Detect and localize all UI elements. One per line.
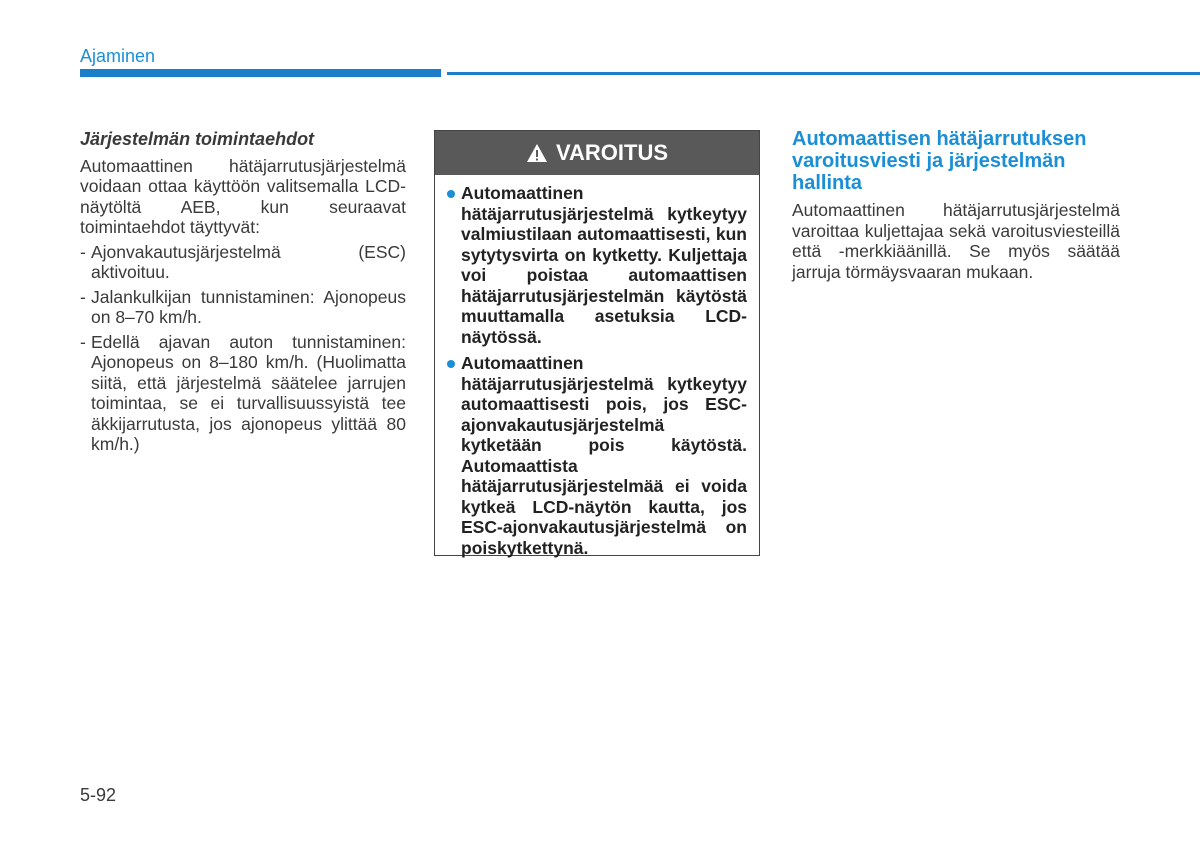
page-number: 5-92 <box>80 785 117 805</box>
header-rule-thin <box>447 72 1200 75</box>
list-item: - Jalankulkijan tunnistaminen: Ajonopeus on 8–70 km/h. <box>80 286 406 327</box>
warning-header <box>435 131 759 175</box>
dash-marker: - <box>80 241 86 262</box>
conditions-list <box>80 242 406 455</box>
warning-title: VAROITUS <box>555 140 669 165</box>
dash-marker: - <box>80 331 86 352</box>
section-heading: Automaattisen hätäjarrutuksen varoitusviesti ja järjestelmän hallinta <box>792 128 1087 194</box>
warning-body <box>435 175 759 558</box>
subheading: Järjestelmän toimintaehdot <box>80 129 315 149</box>
warning-item: Automaattinen hätäjarrutusjärjestelmä kytkeytyy valmiustilaan automaattisesti, kun sytytysvirta on kytketty. Kuljettaja voi poistaa automaattisen hätäjarrutusjärjestelmän käytöstä muuttamalla asetuksia LCD-näytössä. <box>447 183 747 347</box>
body-paragraph: Automaattinen hätäjarrutusjärjestelmä varoittaa kuljettajaa sekä varoitusviesteillä että -merkkiäänillä. Se myös säätää jarruja törmäysvaaran mukaan. <box>792 200 1120 282</box>
list-item: - Ajonvakautusjärjestelmä (ESC) aktivoituu. <box>80 241 406 282</box>
warning-triangle-icon <box>526 143 548 163</box>
warning-box <box>434 130 760 556</box>
section-title: Ajaminen <box>80 46 156 66</box>
dash-marker: - <box>80 286 86 307</box>
bullet-icon <box>447 190 455 198</box>
bullet-icon <box>447 360 455 368</box>
intro-paragraph: Automaattinen hätäjarrutusjärjestelmä voidaan ottaa käyttöön valitsemalla LCD-näytöltä AEB, kun seuraavat toimintaehdot täyttyvät: <box>80 155 406 237</box>
right-column <box>792 128 1120 282</box>
header-rule-thick <box>80 69 441 77</box>
warning-item: Automaattinen hätäjarrutusjärjestelmä kytkeytyy automaattisesti pois, jos ESC-ajonvakautusjärjestelmä kytketään pois käytöstä. Automaattista hätäjarrutusjärjestelmää ei voida kytkeä LCD-näytön kautta, jos ESC-ajonvakautusjärjestelmä on poiskytkettynä. <box>447 353 747 558</box>
left-column <box>80 129 406 455</box>
list-item: - Edellä ajavan auton tunnistaminen: Ajonopeus on 8–180 km/h. (Huolimatta siitä, että järjestelmä säätelee jarrujen toimintaa, se ei turvallisuussyistä tee äkkijarrutusta, jos ajonopeus ylittää 80 km/h.) <box>80 331 406 454</box>
